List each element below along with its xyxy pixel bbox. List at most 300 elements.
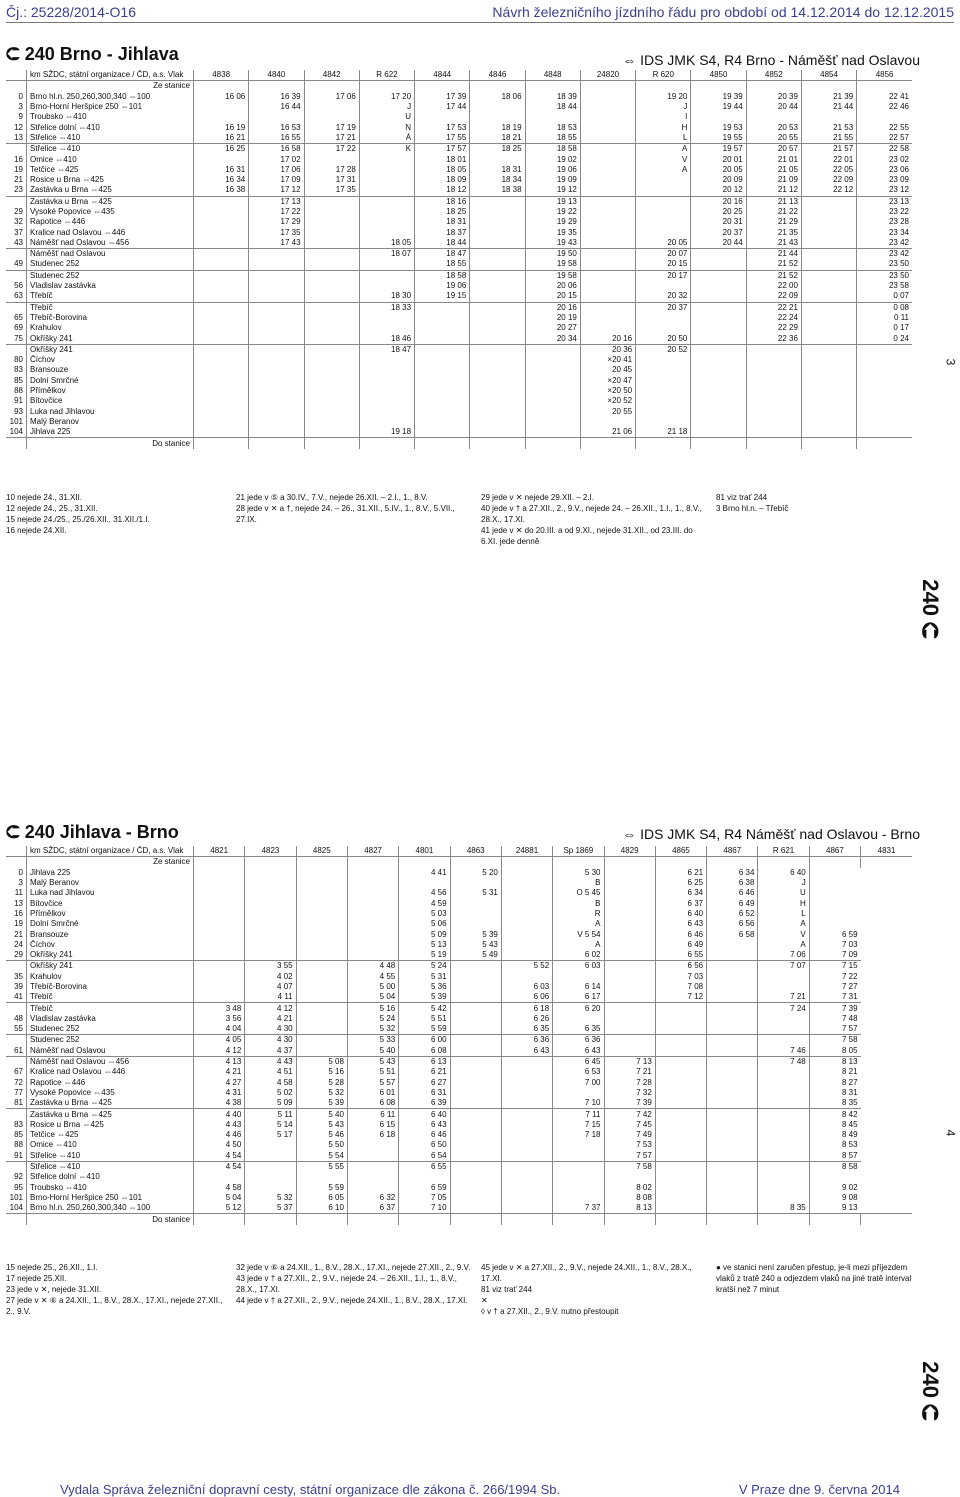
time-cell: 19 12 <box>525 185 580 196</box>
time-cell: 22 24 <box>746 313 801 323</box>
train-number: Sp 1869 <box>553 846 604 857</box>
time-cell <box>296 1003 347 1014</box>
km-cell: 85 <box>14 375 23 385</box>
time-cell: 20 25 <box>691 207 746 217</box>
timetable-row <box>6 165 912 175</box>
station-name: Dolní Smrčné <box>27 376 194 386</box>
station-name: Omice ⇔410 <box>27 154 194 164</box>
time-cell: 16 21 <box>194 133 249 144</box>
timetable-jihlava-brno <box>6 846 912 1225</box>
time-cell <box>636 185 691 196</box>
time-cell: 5 09 <box>245 1098 296 1109</box>
note-line: 12 nejede 24., 25., 31.XII. <box>6 504 98 513</box>
time-cell: 0 17 <box>857 323 912 333</box>
time-cell <box>501 940 552 950</box>
timetable-row <box>6 1203 912 1214</box>
timetable-row <box>6 207 912 217</box>
timetable-row <box>6 144 912 155</box>
time-cell: 4 58 <box>194 1183 245 1193</box>
time-cell: 9 02 <box>809 1183 860 1193</box>
time-cell: 5 37 <box>245 1203 296 1214</box>
time-cell <box>501 1183 552 1193</box>
time-cell: 5 00 <box>347 982 398 992</box>
time-cell <box>636 407 691 417</box>
train-number: 4850 <box>691 70 746 81</box>
time-cell <box>758 1035 809 1046</box>
time-cell: 21 09 <box>746 175 801 185</box>
time-cell <box>359 396 414 406</box>
train-number: 4867 <box>707 846 758 857</box>
time-cell: 7 32 <box>604 1088 655 1098</box>
time-cell <box>470 355 525 365</box>
time-cell <box>359 355 414 365</box>
timetable-row <box>6 270 912 281</box>
station-name: Třebíč-Borovina <box>27 313 194 323</box>
note-line: 81 viz trať 244 <box>716 493 768 502</box>
time-cell <box>580 165 635 175</box>
time-cell <box>194 227 249 237</box>
section1-notes <box>6 492 912 546</box>
station-name: Jihlava 225 <box>27 868 194 878</box>
time-cell: 18 34 <box>470 175 525 185</box>
time-cell: 16 53 <box>249 122 304 132</box>
from-cell <box>801 81 856 92</box>
timetable-row <box>6 909 912 919</box>
time-cell <box>801 333 856 344</box>
time-cell: 5 40 <box>296 1109 347 1120</box>
time-cell: 6 21 <box>655 868 706 878</box>
time-cell: 19 57 <box>691 144 746 155</box>
to-cell <box>245 1214 296 1225</box>
time-cell: 7 15 <box>809 961 860 972</box>
to-cell <box>415 438 470 449</box>
timetable-row <box>6 1046 912 1057</box>
time-cell: A <box>553 940 604 950</box>
time-cell <box>470 323 525 333</box>
time-cell <box>707 1183 758 1193</box>
km-cell: 13 <box>14 132 23 142</box>
timetable-row <box>6 961 912 972</box>
time-cell <box>501 929 552 939</box>
time-cell: 6 08 <box>399 1046 450 1057</box>
km-cell <box>6 1109 27 1120</box>
time-cell <box>525 427 580 438</box>
time-cell: 6 26 <box>501 1014 552 1024</box>
time-cell: 5 54 <box>296 1151 347 1162</box>
time-cell <box>758 1088 809 1098</box>
timetable-row <box>6 365 912 375</box>
km-cell: 67 <box>14 1067 23 1077</box>
time-cell <box>636 417 691 427</box>
time-cell: 6 00 <box>399 1035 450 1046</box>
time-cell <box>580 417 635 427</box>
km-cell: 13 <box>14 898 23 908</box>
time-cell <box>525 396 580 406</box>
time-cell: 23 58 <box>857 281 912 291</box>
time-cell: 8 21 <box>809 1067 860 1077</box>
note-line: 3 Brno hl.n. – Třebíč <box>716 504 789 513</box>
time-cell <box>296 909 347 919</box>
time-cell: 5 24 <box>399 961 450 972</box>
page-header <box>6 4 954 20</box>
time-cell <box>758 1140 809 1150</box>
time-cell: 5 46 <box>296 1130 347 1140</box>
time-cell <box>707 1014 758 1024</box>
km-cell: 19 <box>14 164 23 174</box>
time-cell: 16 19 <box>194 122 249 132</box>
to-station-row <box>6 438 912 449</box>
time-cell <box>304 154 359 164</box>
time-cell <box>359 376 414 386</box>
time-cell <box>304 270 359 281</box>
to-cell <box>636 438 691 449</box>
train-number: R 622 <box>359 70 414 81</box>
time-cell <box>691 323 746 333</box>
time-cell: 7 57 <box>809 1024 860 1035</box>
time-cell <box>296 961 347 972</box>
time-cell: 8 08 <box>604 1193 655 1203</box>
station-name: Kralice nad Oslavou ⇔446 <box>27 1067 194 1077</box>
time-cell <box>655 1088 706 1098</box>
time-cell: 17 06 <box>304 92 359 102</box>
km-cell: 39 <box>14 982 23 991</box>
time-cell: V <box>636 154 691 164</box>
time-cell <box>296 982 347 992</box>
time-cell <box>501 888 552 898</box>
time-cell: 17 09 <box>249 175 304 185</box>
time-cell <box>415 333 470 344</box>
time-cell: 20 53 <box>746 122 801 132</box>
timetable-row <box>6 313 912 323</box>
time-cell <box>194 417 249 427</box>
time-cell: 5 40 <box>347 1046 398 1057</box>
time-cell <box>304 281 359 291</box>
station-name: Střelice dolní ⇔410 <box>27 122 194 132</box>
time-cell <box>801 376 856 386</box>
time-cell <box>304 112 359 122</box>
time-cell <box>470 281 525 291</box>
km-cell: 9 <box>18 112 23 122</box>
km-cell: 72 <box>14 1077 23 1087</box>
time-cell <box>245 1172 296 1182</box>
time-cell <box>245 878 296 888</box>
time-cell <box>501 1056 552 1067</box>
station-name: Krahulov <box>27 323 194 333</box>
reference-number: Čj.: 25228/2014-O16 <box>6 4 136 20</box>
time-cell <box>194 992 245 1003</box>
km-cell <box>6 344 27 355</box>
time-cell: 18 44 <box>525 102 580 112</box>
time-cell <box>296 1024 347 1035</box>
time-cell: 22 09 <box>746 291 801 302</box>
time-cell <box>304 238 359 249</box>
time-cell <box>746 344 801 355</box>
time-cell <box>450 1024 501 1035</box>
time-cell: 4 56 <box>399 888 450 898</box>
time-cell <box>655 1130 706 1140</box>
time-cell <box>525 376 580 386</box>
time-cell <box>304 196 359 207</box>
notes-column <box>481 1262 708 1317</box>
to-cell <box>801 438 856 449</box>
time-cell <box>707 1120 758 1130</box>
time-cell: 20 15 <box>525 291 580 302</box>
time-cell <box>707 1098 758 1109</box>
time-cell: 19 06 <box>415 281 470 291</box>
km-cell: 32 <box>14 217 23 227</box>
time-cell <box>801 291 856 302</box>
time-cell: 19 09 <box>525 175 580 185</box>
note-line: 32 jede v ⑥ a 24.XII., 1., 8.V., 28.X., 17.XI., nejede 27.XII., 2., 9.V. <box>236 1263 471 1272</box>
time-cell: 0 11 <box>857 313 912 323</box>
time-cell: 23 06 <box>857 165 912 175</box>
time-cell: 0 08 <box>857 302 912 313</box>
time-cell: 7 24 <box>758 1003 809 1014</box>
time-cell <box>245 929 296 939</box>
station-name: Okříšky 241 <box>27 961 194 972</box>
time-cell: 20 55 <box>746 133 801 144</box>
time-cell: A <box>758 919 809 929</box>
time-cell: 4 04 <box>194 1024 245 1035</box>
note-line: 16 nejede 24.XII. <box>6 526 67 535</box>
time-cell <box>501 1172 552 1182</box>
time-cell <box>415 396 470 406</box>
time-cell <box>801 249 856 260</box>
time-cell: 3 48 <box>194 1003 245 1014</box>
time-cell: 5 30 <box>553 868 604 878</box>
time-cell <box>580 185 635 196</box>
time-cell: 18 07 <box>359 249 414 260</box>
time-cell: 6 56 <box>707 919 758 929</box>
time-cell <box>801 270 856 281</box>
time-cell: 7 31 <box>809 992 860 1003</box>
time-cell: 5 06 <box>399 919 450 929</box>
time-cell <box>655 1140 706 1150</box>
time-cell: 6 53 <box>553 1067 604 1077</box>
station-name: Náměšť nad Oslavou <box>27 249 194 260</box>
km-header-cell <box>6 846 27 857</box>
time-cell <box>655 1078 706 1088</box>
km-cell: 91 <box>14 396 23 406</box>
station-name: Třebíč <box>27 302 194 313</box>
time-cell <box>450 972 501 982</box>
time-cell: 19 55 <box>691 133 746 144</box>
time-cell <box>347 878 398 888</box>
time-cell <box>245 950 296 961</box>
time-cell: 8 13 <box>604 1203 655 1214</box>
time-cell: 19 50 <box>525 249 580 260</box>
time-cell <box>758 1024 809 1035</box>
km-cell: 56 <box>14 281 23 291</box>
timetable-row <box>6 154 912 164</box>
train-number: 4852 <box>746 70 801 81</box>
time-cell <box>801 207 856 217</box>
train-number: 4801 <box>399 846 450 857</box>
station-name: Přímělkov <box>27 909 194 919</box>
station-name: Omice ⇔410 <box>27 1140 194 1150</box>
from-cell <box>580 81 635 92</box>
time-cell <box>580 122 635 132</box>
station-name: Studenec 252 <box>27 1035 194 1046</box>
timetable-row <box>6 1056 912 1067</box>
time-cell <box>359 227 414 237</box>
station-name: Číchov <box>27 940 194 950</box>
to-cell <box>746 438 801 449</box>
time-cell <box>525 417 580 427</box>
time-cell: 5 12 <box>194 1203 245 1214</box>
time-cell: 18 06 <box>470 92 525 102</box>
timetable-row <box>6 291 912 302</box>
time-cell: 17 22 <box>249 207 304 217</box>
km-cell: 93 <box>14 406 23 416</box>
time-cell <box>194 270 249 281</box>
to-cell <box>857 438 912 449</box>
time-cell <box>470 344 525 355</box>
time-cell: 5 51 <box>347 1067 398 1077</box>
time-cell: 21 06 <box>580 427 635 438</box>
time-cell <box>707 1056 758 1067</box>
from-cell <box>249 81 304 92</box>
from-cell <box>691 81 746 92</box>
time-cell: 7 12 <box>655 992 706 1003</box>
time-cell: 5 39 <box>296 1098 347 1109</box>
time-cell: 6 43 <box>399 1120 450 1130</box>
time-cell <box>450 1172 501 1182</box>
time-cell <box>450 982 501 992</box>
time-cell <box>746 376 801 386</box>
note-line: 81 viz trať 244 <box>481 1285 533 1294</box>
time-cell: 23 28 <box>857 217 912 227</box>
time-cell: 6 40 <box>655 909 706 919</box>
station-name: Tetčice ⇔425 <box>27 1130 194 1140</box>
from-cell <box>347 857 398 868</box>
time-cell <box>857 407 912 417</box>
timetable-row <box>6 323 912 333</box>
time-cell <box>296 972 347 982</box>
station-name: Třebíč <box>27 1003 194 1014</box>
time-cell <box>604 961 655 972</box>
time-cell: 18 55 <box>525 133 580 144</box>
time-cell: 4 21 <box>245 1014 296 1024</box>
time-cell <box>691 281 746 291</box>
time-cell <box>359 313 414 323</box>
time-cell <box>194 196 249 207</box>
time-cell: 4 11 <box>245 992 296 1003</box>
time-cell: 20 12 <box>691 185 746 196</box>
station-name: Třebíč <box>27 992 194 1003</box>
timetable-row <box>6 1035 912 1046</box>
time-cell <box>553 1161 604 1172</box>
to-cell <box>347 1214 398 1225</box>
time-cell: 4 31 <box>194 1088 245 1098</box>
station-name: Malý Beranov <box>27 417 194 427</box>
time-cell <box>194 249 249 260</box>
to-cell <box>304 438 359 449</box>
time-cell <box>245 919 296 929</box>
train-number: 4840 <box>249 70 304 81</box>
time-cell <box>470 270 525 281</box>
time-cell <box>857 417 912 427</box>
time-cell <box>501 909 552 919</box>
time-cell <box>249 259 304 270</box>
time-cell: 21 52 <box>746 270 801 281</box>
time-cell <box>296 919 347 929</box>
time-cell: 8 49 <box>809 1130 860 1140</box>
time-cell <box>707 1193 758 1203</box>
timetable-row <box>6 919 912 929</box>
time-cell: 6 02 <box>553 950 604 961</box>
time-cell <box>525 365 580 375</box>
time-cell <box>450 992 501 1003</box>
time-cell: 18 47 <box>359 344 414 355</box>
note-line: ● ve stanici není zaručen přestup, je-li mezi příjezdem vlaků z tratě 240 a odjezdem vlaků na jiné tratě interval kratší než 7 minut <box>716 1263 912 1294</box>
time-cell: 20 31 <box>691 217 746 227</box>
time-cell <box>194 333 249 344</box>
km-cell <box>6 1161 27 1172</box>
time-cell: 6 36 <box>501 1035 552 1046</box>
time-cell: Á <box>359 133 414 144</box>
timetable-row <box>6 1140 912 1150</box>
time-cell: 22 46 <box>857 102 912 112</box>
time-cell: 3 55 <box>245 961 296 972</box>
time-cell <box>636 376 691 386</box>
time-cell: 5 33 <box>347 1035 398 1046</box>
time-cell: A <box>758 940 809 950</box>
timetable-row <box>6 1109 912 1120</box>
to-cell <box>861 1214 912 1225</box>
time-cell: 21 29 <box>746 217 801 227</box>
from-cell <box>399 857 450 868</box>
time-cell: A <box>636 144 691 155</box>
from-station-row <box>6 857 912 868</box>
from-cell <box>604 857 655 868</box>
time-cell <box>249 333 304 344</box>
time-cell <box>801 407 856 417</box>
time-cell <box>746 417 801 427</box>
km-cell <box>6 1035 27 1046</box>
time-cell <box>707 1067 758 1077</box>
time-cell: 4 30 <box>245 1024 296 1035</box>
time-cell <box>604 992 655 1003</box>
km-cell: 3 <box>18 102 23 112</box>
time-cell: 20 16 <box>525 302 580 313</box>
station-name: Krahulov <box>27 972 194 982</box>
time-cell <box>758 1120 809 1130</box>
time-cell: 6 49 <box>707 898 758 908</box>
time-cell <box>470 376 525 386</box>
train-number: 4838 <box>194 70 249 81</box>
time-cell <box>553 1193 604 1203</box>
time-cell: 21 05 <box>746 165 801 175</box>
time-cell: 17 19 <box>304 122 359 132</box>
time-cell <box>707 1140 758 1150</box>
time-cell: 20 16 <box>691 196 746 207</box>
time-cell <box>470 417 525 427</box>
time-cell: 8 05 <box>809 1046 860 1057</box>
time-cell: 23 50 <box>857 259 912 270</box>
from-cell <box>296 857 347 868</box>
time-cell <box>857 376 912 386</box>
time-cell: 9 13 <box>809 1203 860 1214</box>
section1-title-text: 240 Brno - Jihlava <box>24 44 179 64</box>
km-cell: 43 <box>14 237 23 247</box>
time-cell <box>194 427 249 438</box>
time-cell: 6 05 <box>296 1193 347 1203</box>
time-cell: 23 42 <box>857 249 912 260</box>
station-name: Vladislav zastávka <box>27 1014 194 1024</box>
time-cell <box>450 1078 501 1088</box>
time-cell <box>194 355 249 365</box>
